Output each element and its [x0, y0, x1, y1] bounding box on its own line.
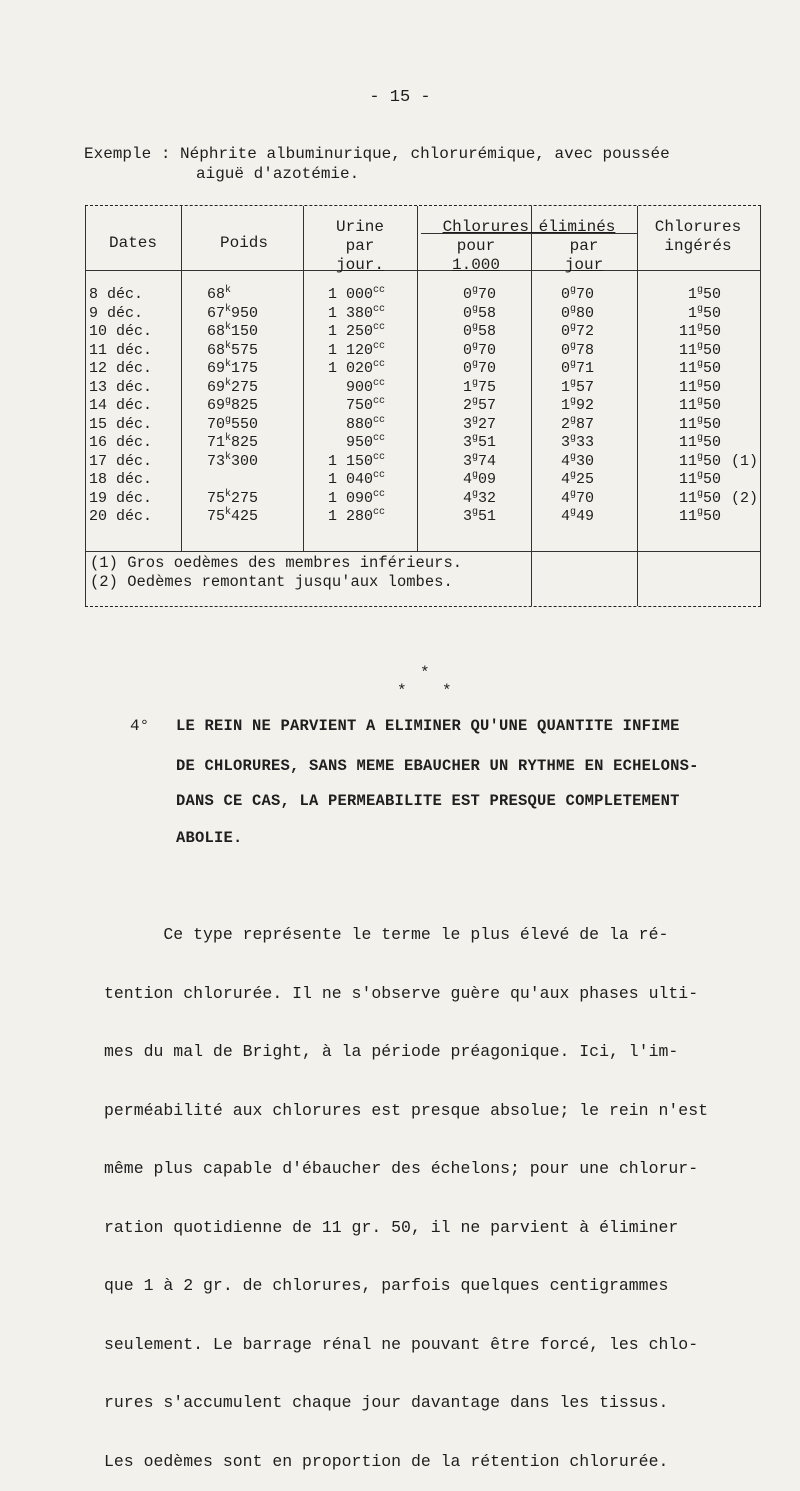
paragraph-line: même plus capable d'ébaucher des échelons; pour une chlorur- — [104, 1159, 699, 1178]
paragraph-line: tention chlorurée. Il ne s'observe guère qu'aux phases ulti- — [104, 983, 699, 1003]
cell-urine: $880^{cc}$ — [345, 414, 385, 433]
chloride-balance-table — [85, 205, 761, 607]
cell-par-jour: 0$^g$70 — [561, 285, 595, 303]
paragraph-line: seulement. Le barrage rénal ne pouvant être forcé, les chlo- — [104, 1334, 699, 1354]
example-text-line2: aiguë d'azotémie. — [196, 165, 360, 183]
section-heading-line4: ABOLIE. — [176, 829, 243, 847]
cell-par-jour: 4$^g$70 — [561, 488, 595, 507]
cell-pour-1000: 3$^g$74 — [463, 451, 497, 470]
cell-note: (2) — [731, 489, 759, 507]
cell-urine: 1 $040^{cc}$ — [327, 470, 385, 488]
table-row — [85, 490, 761, 508]
cell-pour-1000: 2$^g$57 — [463, 396, 497, 414]
paragraph-line: perméabilité aux chlorures est presque absolue; le rein n'est — [104, 1100, 708, 1120]
cell-pour-1000: 0$^g$70 — [463, 340, 497, 359]
cell-urine: 1 $150^{cc}$ — [327, 451, 385, 470]
cell-pour-1000: 0$^g$70 — [463, 359, 497, 377]
paragraph-line: Les oedèmes sont en proportion de la rétention chlorurée. — [104, 1451, 669, 1471]
table-footnote-rule — [85, 551, 761, 552]
cell-urine: 1 $280^{cc}$ — [327, 507, 385, 525]
example-text-line1: Néphrite albuminurique, chlorurémique, avec poussée — [180, 145, 670, 163]
cell-urine: 1 $090^{cc}$ — [327, 488, 385, 507]
cell-par-jour: 0$^g$72 — [561, 322, 595, 340]
cell-note: (1) — [731, 452, 759, 470]
example-label: Exemple : — [84, 145, 171, 163]
table-row — [85, 416, 761, 434]
cell-poids: 69$^k$175 — [207, 359, 259, 377]
cell-urine: 1 $380^{cc}$ — [327, 303, 385, 322]
paragraph-line: rures s'accumulent chaque jour davantage dans les tissus. — [104, 1393, 669, 1412]
cell-urine: 1 $000^{cc}$ — [327, 285, 385, 303]
cell-par-jour: 4$^g$30 — [561, 451, 595, 470]
cell-poids: 75$^k$275 — [207, 488, 259, 507]
page-number: - 15 - — [369, 88, 431, 107]
cell-urine: 1 $120^{cc}$ — [327, 340, 385, 359]
cell-date: 8 déc. — [89, 286, 144, 303]
section-heading-line3: DANS CE CAS, LA PERMEABILITE EST PRESQUE COMPLETEMENT — [176, 792, 680, 810]
cell-par-jour: 0$^g$71 — [561, 359, 595, 377]
cell-poids: 68$^k$ — [207, 285, 232, 303]
cell-date: 12 déc. — [89, 360, 153, 377]
cell-date: 13 déc. — [89, 378, 153, 396]
cell-ingeres: 11$^g$50 — [678, 470, 721, 488]
paragraph-line: ration quotidienne de 11 gr. 50, il ne parvient à éliminer — [104, 1217, 679, 1237]
footnote-2: (2) Oedèmes remontant jusqu'aux lombes. — [90, 573, 453, 591]
cell-ingeres: 11$^g$50 — [678, 414, 721, 433]
header-chlorures-elimines: Chlorures éliminés — [442, 218, 616, 236]
header-ingeres: Chlorures ingérés — [654, 218, 742, 255]
cell-poids: 67$^k$950 — [207, 303, 259, 322]
section-heading-line1: LE REIN NE PARVIENT A ELIMINER QU'UNE QUANTITE INFIME — [176, 717, 680, 735]
cell-date: 9 déc. — [89, 304, 144, 322]
table-row — [85, 342, 761, 360]
cell-urine: 1 $020^{cc}$ — [327, 359, 385, 377]
cell-date: 16 déc. — [89, 434, 153, 451]
cell-ingeres: 11$^g$50 — [678, 433, 721, 451]
section-heading-line2: DE CHLORURES, SANS MEME EBAUCHER UN RYTHME EN ECHELONS- — [176, 757, 699, 775]
cell-date: 10 déc. — [89, 323, 153, 340]
cell-poids: 75$^k$425 — [207, 507, 259, 525]
paragraph-line: mes du mal de Bright, à la période préagonique. Ici, l'im- — [104, 1042, 679, 1061]
cell-date: 14 déc. — [89, 397, 153, 414]
cell-ingeres: 11$^g$50 — [678, 377, 721, 396]
cell-poids: 73$^k$300 — [207, 451, 259, 470]
table-row — [85, 379, 761, 397]
table-row — [85, 471, 761, 489]
cell-poids: 69$^k$275 — [207, 377, 259, 396]
cell-pour-1000: 4$^g$32 — [463, 488, 497, 507]
cell-date: 18 déc. — [89, 471, 153, 488]
cell-ingeres: 11$^g$50 — [678, 451, 721, 470]
cell-ingeres: 11$^g$50 — [678, 322, 721, 340]
cell-par-jour: 1$^g$92 — [561, 396, 595, 414]
table-row — [85, 323, 761, 341]
cell-date: 11 déc. — [89, 341, 153, 359]
cell-ingeres: 11$^g$50 — [678, 396, 721, 414]
cell-par-jour: 2$^g$87 — [561, 414, 595, 433]
body-paragraph — [104, 886, 770, 1491]
cell-ingeres: 11$^g$50 — [678, 507, 721, 525]
cell-pour-1000: 1$^g$75 — [463, 377, 497, 396]
footnote-1: (1) Gros oedèmes des membres inférieurs. — [90, 554, 463, 572]
cell-date: 20 déc. — [89, 508, 153, 525]
cell-poids: 68$^k$150 — [207, 322, 259, 340]
cell-par-jour: 4$^g$49 — [561, 507, 595, 525]
header-par-jour: par jour — [564, 237, 604, 274]
cell-par-jour: 3$^g$33 — [561, 433, 595, 451]
cell-ingeres: 1$^g$50 — [687, 285, 721, 303]
cell-poids: 69$^g$825 — [207, 396, 259, 414]
asterism-star-top: * — [420, 664, 430, 682]
cell-par-jour: 4$^g$25 — [561, 470, 595, 488]
cell-pour-1000: 0$^g$70 — [463, 285, 497, 303]
paragraph-line: que 1 à 2 gr. de chlorures, parfois quelques centigrammes — [104, 1276, 669, 1295]
cell-date: 19 déc. — [89, 489, 153, 507]
cell-par-jour: 0$^g$80 — [561, 303, 595, 322]
cell-date: 15 déc. — [89, 415, 153, 433]
table-row — [85, 508, 761, 526]
paragraph-line: Ce type représente le terme le plus élevé de la ré- — [104, 925, 669, 944]
cell-pour-1000: 0$^g$58 — [463, 303, 497, 322]
section-number: 4° — [130, 717, 150, 735]
cell-poids: 70$^g$550 — [207, 414, 259, 433]
cell-urine: $900^{cc}$ — [345, 377, 385, 396]
cell-urine: 1 $250^{cc}$ — [327, 322, 385, 340]
table-row — [85, 397, 761, 415]
cell-date: 17 déc. — [89, 452, 153, 470]
example-caption — [84, 144, 670, 184]
cell-pour-1000: 3$^g$27 — [463, 414, 497, 433]
cell-urine: $750^{cc}$ — [345, 396, 385, 414]
table-row — [85, 360, 761, 378]
cell-pour-1000: 4$^g$09 — [463, 470, 497, 488]
cell-ingeres: 11$^g$50 — [678, 488, 721, 507]
cell-urine: $950^{cc}$ — [345, 433, 385, 451]
asterism-star-left: * — [397, 682, 407, 700]
cell-poids: 71$^k$825 — [207, 433, 259, 451]
table-row — [85, 453, 761, 471]
cell-pour-1000: 3$^g$51 — [463, 433, 497, 451]
header-pour-1000: pour 1.000 — [451, 237, 500, 274]
table-row — [85, 286, 761, 304]
cell-pour-1000: 0$^g$58 — [463, 322, 497, 340]
asterism-star-right: * — [442, 682, 452, 700]
header-urine: Urine par jour. — [335, 218, 384, 274]
cell-ingeres: 11$^g$50 — [678, 359, 721, 377]
cell-pour-1000: 3$^g$51 — [463, 507, 497, 525]
table-row — [85, 305, 761, 323]
cell-poids: 68$^k$575 — [207, 340, 259, 359]
cell-ingeres: 11$^g$50 — [678, 340, 721, 359]
header-poids: Poids — [219, 234, 268, 252]
cell-par-jour: 0$^g$78 — [561, 340, 595, 359]
header-dates: Dates — [108, 234, 157, 252]
cell-par-jour: 1$^g$57 — [561, 377, 595, 396]
table-row — [85, 434, 761, 452]
cell-ingeres: 1$^g$50 — [687, 303, 721, 322]
